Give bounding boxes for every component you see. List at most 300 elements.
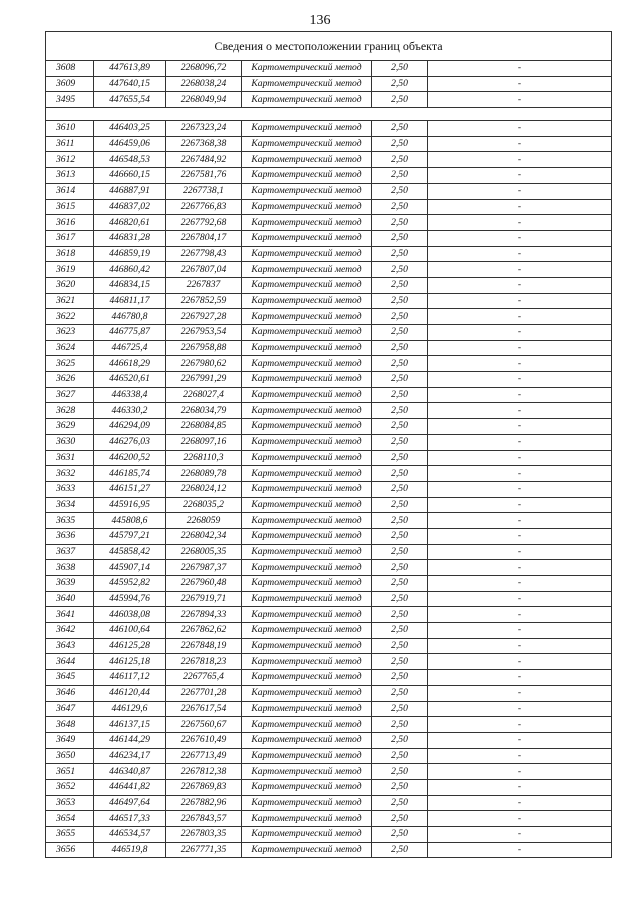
description-cell: - [428, 76, 612, 92]
method-cell: Картометрический метод [242, 121, 372, 137]
y-coordinate-cell: 2267869,83 [166, 779, 242, 795]
y-coordinate-cell: 2267818,23 [166, 654, 242, 670]
accuracy-cell: 2,50 [372, 685, 428, 701]
accuracy-cell: 2,50 [372, 481, 428, 497]
y-coordinate-cell: 2268049,94 [166, 92, 242, 108]
description-cell: - [428, 183, 612, 199]
point-number-cell: 3629 [46, 419, 94, 435]
accuracy-cell: 2,50 [372, 309, 428, 325]
point-number-cell: 3632 [46, 466, 94, 482]
x-coordinate-cell: 446660,15 [94, 168, 166, 184]
y-coordinate-cell: 2268110,3 [166, 450, 242, 466]
method-cell: Картометрический метод [242, 277, 372, 293]
accuracy-cell: 2,50 [372, 76, 428, 92]
x-coordinate-cell: 446820,61 [94, 215, 166, 231]
table-row [46, 372, 612, 388]
point-number-cell: 3624 [46, 340, 94, 356]
point-number-cell: 3614 [46, 183, 94, 199]
method-cell: Картометрический метод [242, 748, 372, 764]
accuracy-cell: 2,50 [372, 277, 428, 293]
x-coordinate-cell: 445907,14 [94, 560, 166, 576]
x-coordinate-cell: 445916,95 [94, 497, 166, 513]
accuracy-cell: 2,50 [372, 842, 428, 858]
description-cell: - [428, 795, 612, 811]
table-row [46, 419, 612, 435]
accuracy-cell: 2,50 [372, 152, 428, 168]
point-number-cell: 3616 [46, 215, 94, 231]
point-number-cell: 3622 [46, 309, 94, 325]
accuracy-cell: 2,50 [372, 230, 428, 246]
y-coordinate-cell: 2267771,35 [166, 842, 242, 858]
method-cell: Картометрический метод [242, 152, 372, 168]
x-coordinate-cell: 446837,02 [94, 199, 166, 215]
x-coordinate-cell: 446038,08 [94, 607, 166, 623]
y-coordinate-cell: 2267792,68 [166, 215, 242, 231]
x-coordinate-cell: 446151,27 [94, 481, 166, 497]
description-cell: - [428, 325, 612, 341]
point-number-cell: 3654 [46, 811, 94, 827]
table-row [46, 121, 612, 137]
point-number-cell: 3648 [46, 717, 94, 733]
description-cell: - [428, 701, 612, 717]
accuracy-cell: 2,50 [372, 199, 428, 215]
description-cell: - [428, 560, 612, 576]
table-row [46, 434, 612, 450]
accuracy-cell: 2,50 [372, 262, 428, 278]
table-row [46, 701, 612, 717]
table-row [46, 481, 612, 497]
x-coordinate-cell: 446120,44 [94, 685, 166, 701]
table-spacer-row [46, 108, 612, 121]
accuracy-cell: 2,50 [372, 183, 428, 199]
y-coordinate-cell: 2267766,83 [166, 199, 242, 215]
accuracy-cell: 2,50 [372, 638, 428, 654]
table-row [46, 560, 612, 576]
y-coordinate-cell: 2267848,19 [166, 638, 242, 654]
x-coordinate-cell: 446234,17 [94, 748, 166, 764]
x-coordinate-cell: 446200,52 [94, 450, 166, 466]
point-number-cell: 3652 [46, 779, 94, 795]
accuracy-cell: 2,50 [372, 591, 428, 607]
point-number-cell: 3644 [46, 654, 94, 670]
y-coordinate-cell: 2267980,62 [166, 356, 242, 372]
x-coordinate-cell: 445994,76 [94, 591, 166, 607]
method-cell: Картометрический метод [242, 92, 372, 108]
table-row [46, 403, 612, 419]
y-coordinate-cell: 2268035,2 [166, 497, 242, 513]
y-coordinate-cell: 2267953,54 [166, 325, 242, 341]
method-cell: Картометрический метод [242, 732, 372, 748]
x-coordinate-cell: 446548,53 [94, 152, 166, 168]
method-cell: Картометрический метод [242, 701, 372, 717]
accuracy-cell: 2,50 [372, 560, 428, 576]
point-number-cell: 3618 [46, 246, 94, 262]
description-cell: - [428, 670, 612, 686]
table-row [46, 513, 612, 529]
x-coordinate-cell: 445952,82 [94, 576, 166, 592]
y-coordinate-cell: 2267765,4 [166, 670, 242, 686]
accuracy-cell: 2,50 [372, 576, 428, 592]
method-cell: Картометрический метод [242, 497, 372, 513]
method-cell: Картометрический метод [242, 356, 372, 372]
description-cell: - [428, 434, 612, 450]
point-number-cell: 3638 [46, 560, 94, 576]
y-coordinate-cell: 2267812,38 [166, 764, 242, 780]
accuracy-cell: 2,50 [372, 513, 428, 529]
y-coordinate-cell: 2267837 [166, 277, 242, 293]
table-row [46, 450, 612, 466]
y-coordinate-cell: 2267798,43 [166, 246, 242, 262]
table-row [46, 466, 612, 482]
point-number-cell: 3615 [46, 199, 94, 215]
y-coordinate-cell: 2268042,34 [166, 528, 242, 544]
point-number-cell: 3641 [46, 607, 94, 623]
description-cell: - [428, 685, 612, 701]
method-cell: Картометрический метод [242, 560, 372, 576]
method-cell: Картометрический метод [242, 387, 372, 403]
description-cell: - [428, 607, 612, 623]
accuracy-cell: 2,50 [372, 654, 428, 670]
description-cell: - [428, 544, 612, 560]
y-coordinate-cell: 2267713,49 [166, 748, 242, 764]
y-coordinate-cell: 2268097,16 [166, 434, 242, 450]
y-coordinate-cell: 2267807,04 [166, 262, 242, 278]
y-coordinate-cell: 2268034,79 [166, 403, 242, 419]
description-cell: - [428, 277, 612, 293]
table-title-row [46, 32, 612, 61]
spacer-cell [46, 108, 612, 121]
point-number-cell: 3653 [46, 795, 94, 811]
point-number-cell: 3619 [46, 262, 94, 278]
description-cell: - [428, 638, 612, 654]
point-number-cell: 3647 [46, 701, 94, 717]
y-coordinate-cell: 2267987,37 [166, 560, 242, 576]
y-coordinate-cell: 2267581,76 [166, 168, 242, 184]
accuracy-cell: 2,50 [372, 419, 428, 435]
description-cell: - [428, 481, 612, 497]
method-cell: Картометрический метод [242, 842, 372, 858]
y-coordinate-cell: 2268089,78 [166, 466, 242, 482]
table-row [46, 387, 612, 403]
accuracy-cell: 2,50 [372, 215, 428, 231]
description-cell: - [428, 450, 612, 466]
method-cell: Картометрический метод [242, 623, 372, 639]
table-row [46, 215, 612, 231]
method-cell: Картометрический метод [242, 340, 372, 356]
description-cell: - [428, 764, 612, 780]
accuracy-cell: 2,50 [372, 811, 428, 827]
x-coordinate-cell: 446441,82 [94, 779, 166, 795]
method-cell: Картометрический метод [242, 481, 372, 497]
method-cell: Картометрический метод [242, 827, 372, 843]
y-coordinate-cell: 2267368,38 [166, 136, 242, 152]
method-cell: Картометрический метод [242, 403, 372, 419]
x-coordinate-cell: 446859,19 [94, 246, 166, 262]
table-row [46, 654, 612, 670]
x-coordinate-cell: 447613,89 [94, 61, 166, 77]
method-cell: Картометрический метод [242, 638, 372, 654]
accuracy-cell: 2,50 [372, 136, 428, 152]
accuracy-cell: 2,50 [372, 607, 428, 623]
method-cell: Картометрический метод [242, 466, 372, 482]
accuracy-cell: 2,50 [372, 544, 428, 560]
x-coordinate-cell: 446775,87 [94, 325, 166, 341]
table-row [46, 795, 612, 811]
method-cell: Картометрический метод [242, 607, 372, 623]
method-cell: Картометрический метод [242, 136, 372, 152]
accuracy-cell: 2,50 [372, 497, 428, 513]
point-number-cell: 3623 [46, 325, 94, 341]
description-cell: - [428, 779, 612, 795]
y-coordinate-cell: 2267484,92 [166, 152, 242, 168]
accuracy-cell: 2,50 [372, 325, 428, 341]
method-cell: Картометрический метод [242, 325, 372, 341]
method-cell: Картометрический метод [242, 168, 372, 184]
point-number-cell: 3625 [46, 356, 94, 372]
point-number-cell: 3621 [46, 293, 94, 309]
table-row [46, 670, 612, 686]
table-row [46, 246, 612, 262]
method-cell: Картометрический метод [242, 591, 372, 607]
accuracy-cell: 2,50 [372, 293, 428, 309]
point-number-cell: 3611 [46, 136, 94, 152]
method-cell: Картометрический метод [242, 199, 372, 215]
method-cell: Картометрический метод [242, 262, 372, 278]
x-coordinate-cell: 446459,06 [94, 136, 166, 152]
x-coordinate-cell: 446144,29 [94, 732, 166, 748]
x-coordinate-cell: 446137,15 [94, 717, 166, 733]
x-coordinate-cell: 446117,12 [94, 670, 166, 686]
table-row [46, 748, 612, 764]
x-coordinate-cell: 446834,15 [94, 277, 166, 293]
point-number-cell: 3651 [46, 764, 94, 780]
x-coordinate-cell: 447655,54 [94, 92, 166, 108]
table-row [46, 136, 612, 152]
y-coordinate-cell: 2267804,17 [166, 230, 242, 246]
x-coordinate-cell: 446780,8 [94, 309, 166, 325]
method-cell: Картометрический метод [242, 795, 372, 811]
table-row [46, 76, 612, 92]
description-cell: - [428, 591, 612, 607]
method-cell: Картометрический метод [242, 230, 372, 246]
table-row [46, 732, 612, 748]
table-title: Сведения о местоположении границ объекта [46, 32, 612, 61]
table-row [46, 199, 612, 215]
description-cell: - [428, 121, 612, 137]
description-cell: - [428, 717, 612, 733]
x-coordinate-cell: 446860,42 [94, 262, 166, 278]
description-cell: - [428, 528, 612, 544]
x-coordinate-cell: 446338,4 [94, 387, 166, 403]
point-number-cell: 3627 [46, 387, 94, 403]
boundary-coordinates-table [45, 31, 612, 858]
point-number-cell: 3642 [46, 623, 94, 639]
method-cell: Картометрический метод [242, 372, 372, 388]
accuracy-cell: 2,50 [372, 827, 428, 843]
method-cell: Картометрический метод [242, 544, 372, 560]
point-number-cell: 3612 [46, 152, 94, 168]
table-row [46, 638, 612, 654]
accuracy-cell: 2,50 [372, 779, 428, 795]
y-coordinate-cell: 2268059 [166, 513, 242, 529]
y-coordinate-cell: 2267701,28 [166, 685, 242, 701]
x-coordinate-cell: 446185,74 [94, 466, 166, 482]
method-cell: Картометрический метод [242, 685, 372, 701]
description-cell: - [428, 356, 612, 372]
description-cell: - [428, 576, 612, 592]
description-cell: - [428, 293, 612, 309]
x-coordinate-cell: 445797,21 [94, 528, 166, 544]
y-coordinate-cell: 2267617,54 [166, 701, 242, 717]
accuracy-cell: 2,50 [372, 732, 428, 748]
description-cell: - [428, 230, 612, 246]
description-cell: - [428, 466, 612, 482]
description-cell: - [428, 842, 612, 858]
x-coordinate-cell: 445808,6 [94, 513, 166, 529]
point-number-cell: 3649 [46, 732, 94, 748]
description-cell: - [428, 262, 612, 278]
accuracy-cell: 2,50 [372, 356, 428, 372]
point-number-cell: 3630 [46, 434, 94, 450]
description-cell: - [428, 152, 612, 168]
accuracy-cell: 2,50 [372, 701, 428, 717]
method-cell: Картометрический метод [242, 293, 372, 309]
table-row [46, 685, 612, 701]
x-coordinate-cell: 446125,18 [94, 654, 166, 670]
table-row [46, 230, 612, 246]
accuracy-cell: 2,50 [372, 623, 428, 639]
method-cell: Картометрический метод [242, 215, 372, 231]
y-coordinate-cell: 2267991,29 [166, 372, 242, 388]
point-number-cell: 3626 [46, 372, 94, 388]
table-row [46, 607, 612, 623]
y-coordinate-cell: 2267843,57 [166, 811, 242, 827]
description-cell: - [428, 92, 612, 108]
x-coordinate-cell: 446811,17 [94, 293, 166, 309]
table-row [46, 61, 612, 77]
y-coordinate-cell: 2267882,96 [166, 795, 242, 811]
x-coordinate-cell: 446129,6 [94, 701, 166, 717]
table-row [46, 779, 612, 795]
table-row [46, 356, 612, 372]
method-cell: Картометрический метод [242, 419, 372, 435]
method-cell: Картометрический метод [242, 309, 372, 325]
x-coordinate-cell: 446100,64 [94, 623, 166, 639]
point-number-cell: 3610 [46, 121, 94, 137]
point-number-cell: 3645 [46, 670, 94, 686]
point-number-cell: 3639 [46, 576, 94, 592]
accuracy-cell: 2,50 [372, 61, 428, 77]
point-number-cell: 3656 [46, 842, 94, 858]
point-number-cell: 3620 [46, 277, 94, 293]
table-row [46, 293, 612, 309]
point-number-cell: 3608 [46, 61, 94, 77]
point-number-cell: 3631 [46, 450, 94, 466]
point-number-cell: 3640 [46, 591, 94, 607]
y-coordinate-cell: 2268027,4 [166, 387, 242, 403]
description-cell: - [428, 215, 612, 231]
description-cell: - [428, 827, 612, 843]
description-cell: - [428, 403, 612, 419]
x-coordinate-cell: 446887,91 [94, 183, 166, 199]
table-row [46, 92, 612, 108]
x-coordinate-cell: 446831,28 [94, 230, 166, 246]
table-row [46, 717, 612, 733]
method-cell: Картометрический метод [242, 576, 372, 592]
description-cell: - [428, 136, 612, 152]
y-coordinate-cell: 2268005,35 [166, 544, 242, 560]
point-number-cell: 3637 [46, 544, 94, 560]
x-coordinate-cell: 447640,15 [94, 76, 166, 92]
description-cell: - [428, 419, 612, 435]
table-row [46, 764, 612, 780]
description-cell: - [428, 623, 612, 639]
y-coordinate-cell: 2267862,62 [166, 623, 242, 639]
accuracy-cell: 2,50 [372, 670, 428, 686]
method-cell: Картометрический метод [242, 528, 372, 544]
table-row [46, 842, 612, 858]
y-coordinate-cell: 2268024,12 [166, 481, 242, 497]
description-cell: - [428, 340, 612, 356]
accuracy-cell: 2,50 [372, 466, 428, 482]
description-cell: - [428, 309, 612, 325]
accuracy-cell: 2,50 [372, 403, 428, 419]
method-cell: Картометрический метод [242, 183, 372, 199]
accuracy-cell: 2,50 [372, 387, 428, 403]
point-number-cell: 3628 [46, 403, 94, 419]
x-coordinate-cell: 446276,03 [94, 434, 166, 450]
method-cell: Картометрический метод [242, 513, 372, 529]
point-number-cell: 3650 [46, 748, 94, 764]
page-number: 136 [309, 13, 331, 28]
x-coordinate-cell: 446403,25 [94, 121, 166, 137]
point-number-cell: 3636 [46, 528, 94, 544]
description-cell: - [428, 372, 612, 388]
y-coordinate-cell: 2267927,28 [166, 309, 242, 325]
accuracy-cell: 2,50 [372, 450, 428, 466]
x-coordinate-cell: 445858,42 [94, 544, 166, 560]
table-row [46, 168, 612, 184]
table-row [46, 183, 612, 199]
method-cell: Картометрический метод [242, 246, 372, 262]
description-cell: - [428, 497, 612, 513]
method-cell: Картометрический метод [242, 654, 372, 670]
table-row [46, 528, 612, 544]
accuracy-cell: 2,50 [372, 764, 428, 780]
table-row [46, 262, 612, 278]
point-number-cell: 3613 [46, 168, 94, 184]
y-coordinate-cell: 2267323,24 [166, 121, 242, 137]
x-coordinate-cell: 446618,29 [94, 356, 166, 372]
x-coordinate-cell: 446330,2 [94, 403, 166, 419]
description-cell: - [428, 732, 612, 748]
description-cell: - [428, 199, 612, 215]
method-cell: Картометрический метод [242, 450, 372, 466]
y-coordinate-cell: 2267803,35 [166, 827, 242, 843]
description-cell: - [428, 387, 612, 403]
table-row [46, 152, 612, 168]
accuracy-cell: 2,50 [372, 434, 428, 450]
y-coordinate-cell: 2267560,67 [166, 717, 242, 733]
accuracy-cell: 2,50 [372, 121, 428, 137]
point-number-cell: 3617 [46, 230, 94, 246]
x-coordinate-cell: 446519,8 [94, 842, 166, 858]
table-row [46, 623, 612, 639]
x-coordinate-cell: 446497,64 [94, 795, 166, 811]
table-row [46, 325, 612, 341]
point-number-cell: 3495 [46, 92, 94, 108]
accuracy-cell: 2,50 [372, 246, 428, 262]
